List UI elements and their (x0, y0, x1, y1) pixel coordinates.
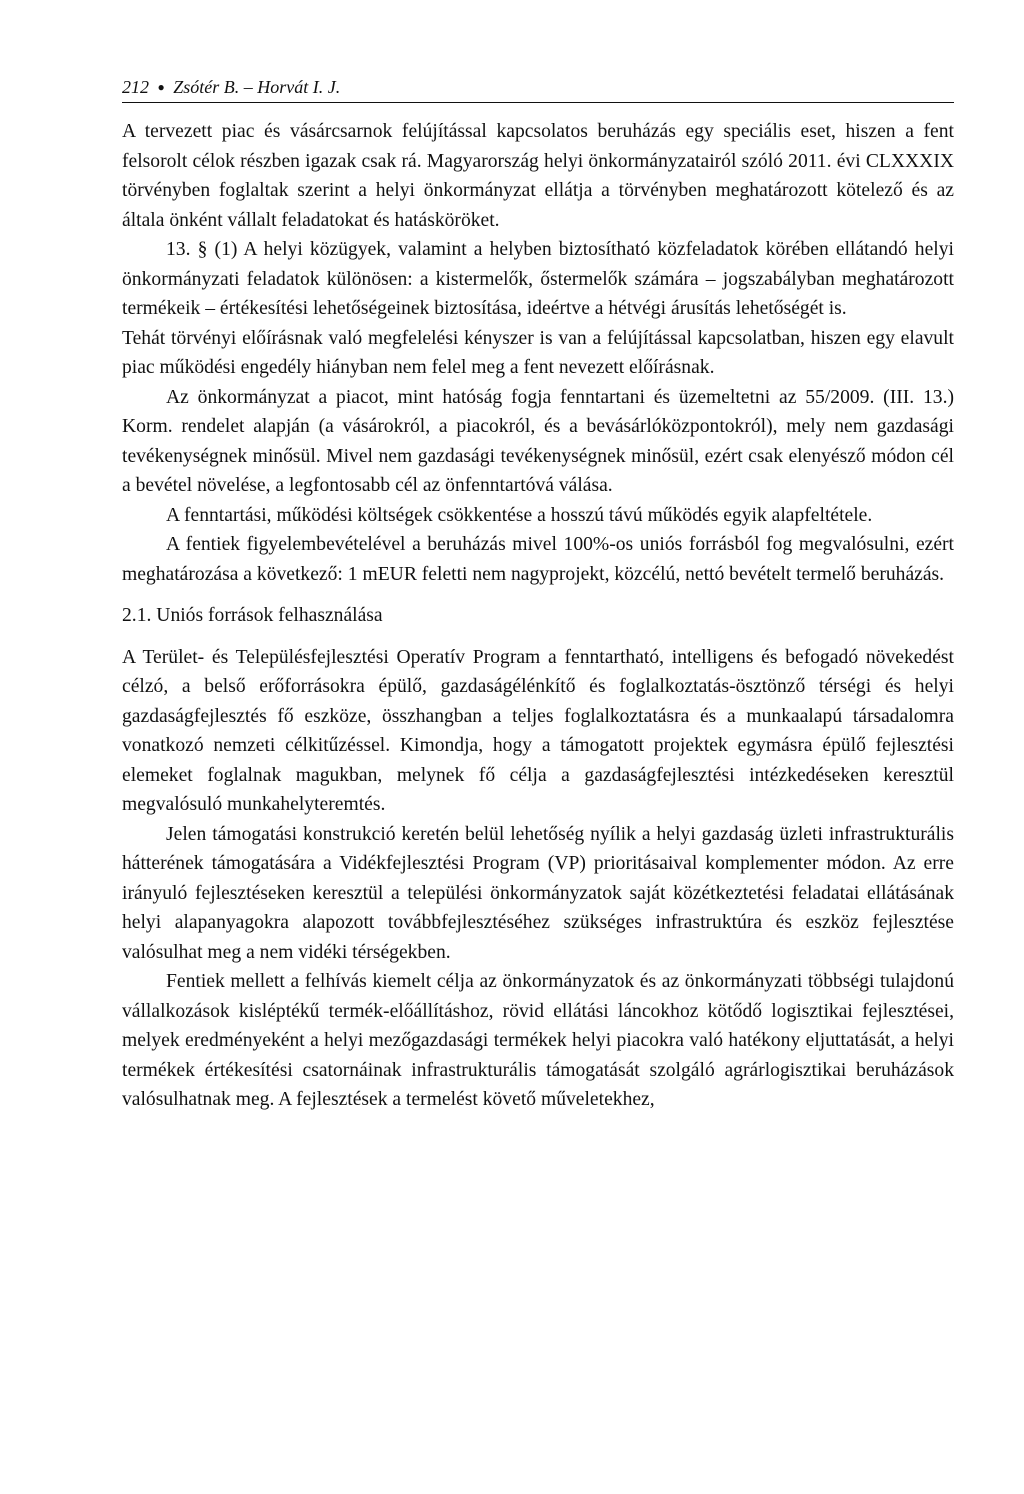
document-page (122, 74, 954, 1115)
paragraph: Az önkormányzat a piacot, mint hatóság fogja fenntartani és üzemeltetni az 55/2009. (III. 13.) Korm. rendelet alapján (a vásárokról, a piacokról, és a bevásárlóközpontokról), mely nem gazdasági tevékenységnek minősül. Mivel nem gazdasági tevékenységnek minősül, ezért csak elenyésző módon cél a bevétel növelése, a legfontosabb cél az önfenntartóvá válása. (122, 386, 954, 496)
paragraph: 13. § (1) A helyi közügyek, valamint a helyben biztosítható közfeladatok körében ellátandó helyi önkormányzati feladatok különösen: a kistermelők, őstermelők számára – jogszabályban meghatározott termékeik – értékesítési lehetőségeinek biztosítása, ideértve a hétvégi árusítás lehetőségét is. (122, 239, 954, 319)
paragraph: A Terület- és Településfejlesztési Operatív Program a fenntartható, intelligens és befogadó növekedést célzó, a belső erőforrásokra épülő, gazdaságélénkítő és foglalkoztatás-ösztönző térségi és helyi gazdaságfejlesztés fő eszköze, összhangban a teljes foglalkoztatásra és a munkaalapú társadalomra vonatkozó nemzeti célkitűzéssel. Kimondja, hogy a támogatott projektek egymásra épülő fejlesztési elemeket foglalnak magukban, melynek fő célja a gazdaságfejlesztési intézkedéseken keresztül megvalósuló munkahelyteremtés. (122, 646, 954, 815)
header-rule (122, 102, 954, 103)
paragraph: Fentiek mellett a felhívás kiemelt célja az önkormányzatok és az önkormányzati többségi tulajdonú vállalkozások kisléptékű termék-előállításhoz, rövid ellátási láncokhoz kötődő logisztikai fejlesztései, melyek eredményeként a helyi mezőgazdasági termékek helyi piacokra való hatékony eljuttatását, a helyi termékek értékesítési csatornáinak infrastrukturális támogatását szolgáló agrárlogisztikai beruházások valósulhatnak meg. A fejlesztések a termelést követő műveletekhez, (122, 971, 954, 1110)
section-heading: 2.1. Uniós források felhasználása (122, 605, 383, 626)
paragraph: Tehát törvényi előírásnak való megfelelési kényszer is van a felújítással kapcsolatban, hiszen egy elavult piac működési engedély hiányban nem felel meg a fent nevezett előírásnak. (122, 327, 954, 378)
paragraph: A fenntartási, működési költségek csökkentése a hosszú távú működés egyik alapfeltétele. (166, 504, 873, 526)
paragraph: A fentiek figyelembevételével a beruházás mivel 100%-os uniós forrásból fog megvalósulni, ezért meghatározása a következő: 1 mEUR feletti nem nagyprojekt, közcélú, nettó bevételt termelő beruházás. (122, 534, 954, 585)
running-header-authors: Zsótér B. – Horvát I. J. (173, 77, 341, 97)
page-number: 212 (122, 77, 149, 97)
running-header (122, 74, 954, 100)
bullet-separator: ● (157, 80, 165, 94)
paragraph: Jelen támogatási konstrukció keretén belül lehetőség nyílik a helyi gazdaság üzleti infrastrukturális hátterének támogatására a Vidékfejlesztési Program (VP) prioritásaival komplementer módon. Az erre irányuló fejlesztéseken keresztül a települési önkormányzatok saját közétkeztetési feladatai ellátásának helyi alapanyagokra alapozott továbbfejlesztéséhez szükséges infrastruktúra és eszköz fejlesztése valósulhat meg a nem vidéki térségekben. (122, 823, 954, 963)
paragraph: A tervezett piac és vásárcsarnok felújítással kapcsolatos beruházás egy speciális eset, hiszen a fent felsorolt célok részben igazak csak rá. Magyarország helyi önkormányzatairól szóló 2011. évi CLXXXIX törvényben foglaltak szerint a helyi önkormányzat ellátja a törvényben meghatározott kötelező és az általa önként vállalt feladatokat és hatásköröket. (122, 121, 954, 231)
body-text (122, 117, 954, 1115)
